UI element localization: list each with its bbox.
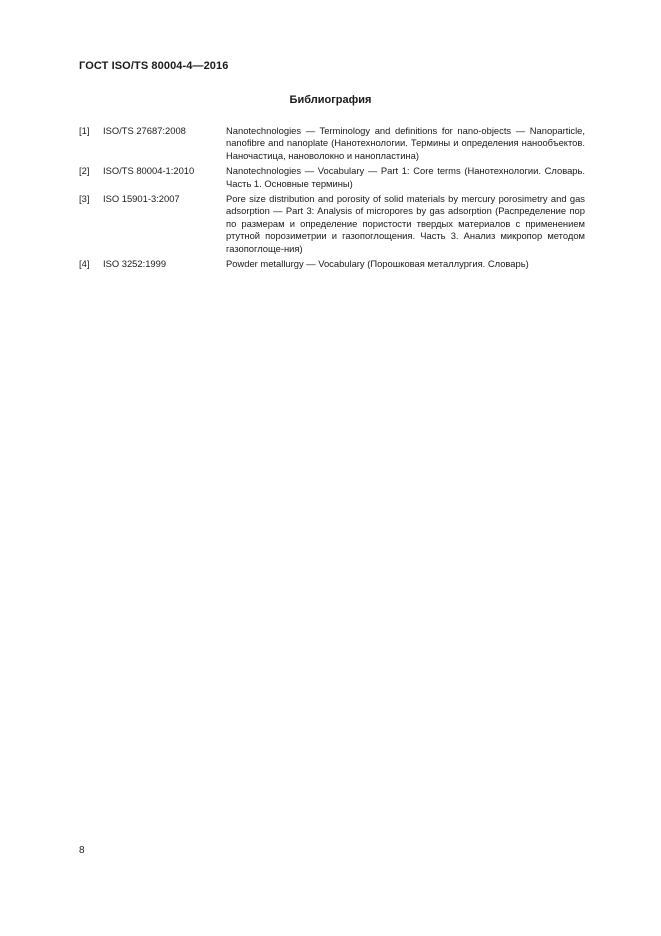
bibliography-list	[79, 125, 585, 273]
entry-description: Nanotechnologies — Vocabulary — Part 1: Core terms (Нанотехнологии. Словарь. Часть 1. Основные термины)	[226, 165, 585, 189]
entry-description: Nanotechnologies — Terminology and definitions for nano-objects — Nanoparticle, nanofibre and nanoplate (Нанотехнологии. Термины и определения нанообъектов. Наночастица, нановолокно и нанопластина)	[226, 125, 585, 161]
bibliography-entry	[79, 193, 585, 255]
bibliography-entry	[79, 258, 585, 270]
entry-standard: ISO 15901-3:2007	[103, 193, 180, 205]
entry-description: Pore size distribution and porosity of solid materials by mercury porosimetry and gas adsorption — Part 3: Analysis of micropores by gas adsorption (Распределение пор по размерам и определение пористости твердых материалов с применением ртутной порозиметрии и газопоглощения. Часть 3. Анализ микропор методом газопоглоще-ния)	[226, 193, 585, 254]
entry-standard: ISO/TS 80004-1:2010	[103, 165, 195, 177]
entry-number: [2]	[79, 165, 90, 177]
entry-standard: ISO 3252:1999	[103, 258, 167, 270]
bibliography-entry	[79, 165, 585, 190]
entry-description: Powder metallurgy — Vocabulary (Порошковая металлургия. Словарь)	[226, 258, 529, 270]
entry-number: [4]	[79, 258, 90, 270]
bibliography-title: Библиография	[289, 94, 372, 106]
entry-number: [3]	[79, 193, 90, 205]
entry-number: [1]	[79, 125, 90, 136]
bibliography-entry	[79, 125, 585, 162]
document-header: ГОСТ ISO/TS 80004-4—2016	[79, 60, 229, 72]
entry-standard: ISO/TS 27687:2008	[103, 125, 186, 136]
page-number: 8	[79, 845, 85, 856]
